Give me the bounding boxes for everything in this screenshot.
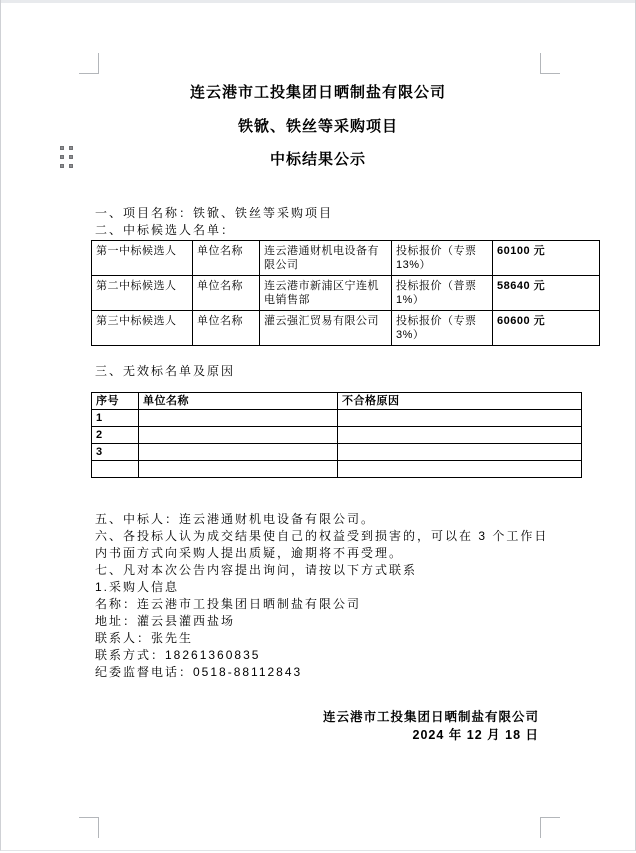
- inquiry-line: 七、凡对本次公告内容提出询问，请按以下方式联系: [95, 563, 418, 577]
- empty-cell: [338, 444, 582, 461]
- invalid-bids-table: [91, 392, 582, 478]
- row-index: 1: [92, 410, 139, 427]
- quote-price: 58640 元: [493, 276, 600, 311]
- row-index: 2: [92, 427, 139, 444]
- section-project-name: 一、项目名称：铁锨、铁丝等采购项目: [95, 206, 334, 220]
- candidate-company: 连云港市新浦区宁连机电销售部: [260, 276, 392, 311]
- buyer-name-line: 名称：连云港市工投集团日晒制盐有限公司: [95, 597, 362, 611]
- candidates-table: [91, 240, 600, 346]
- objection-line: 六、各投标人认为成交结果使自己的权益受到损害的，可以在 3 个工作日内书面方式向采购人提出质疑，逾期将不再受理。: [95, 529, 549, 560]
- page-top-edge: [1, 0, 635, 3]
- margin-mark-top-right: [540, 53, 560, 74]
- quote-price: 60600 元: [493, 311, 600, 346]
- section-invalid-heading: 三、无效标名单及原因: [95, 364, 236, 378]
- unit-name-label: 单位名称: [193, 311, 260, 346]
- margin-mark-top-left: [79, 53, 99, 74]
- empty-cell: [338, 461, 582, 478]
- buyer-info-heading: 1.采购人信息: [95, 580, 180, 594]
- signature-date: 2024 年 12 月 18 日: [412, 728, 539, 742]
- quote-label: 投标报价（专票 3%）: [392, 311, 493, 346]
- quote-label: 投标报价（专票 13%）: [392, 241, 493, 276]
- buyer-address-line: 地址：灌云县灌西盐场: [95, 614, 236, 628]
- document-title-announcement: 中标结果公示: [269, 151, 366, 168]
- candidate-rank: 第三中标候选人: [92, 311, 193, 346]
- empty-cell: [139, 427, 338, 444]
- empty-cell: [139, 410, 338, 427]
- empty-cell: [92, 461, 139, 478]
- winner-line: 五、中标人：连云港通财机电设备有限公司。: [95, 512, 376, 526]
- signature-block: [323, 708, 539, 744]
- document-title-company: 连云港市工投集团日晒制盐有限公司: [189, 84, 446, 101]
- closing-paragraphs: [95, 511, 551, 681]
- margin-mark-bottom-right: [540, 817, 560, 838]
- quote-price: 60100 元: [493, 241, 600, 276]
- empty-cell: [139, 461, 338, 478]
- candidate-company: 灌云强汇贸易有限公司: [260, 311, 392, 346]
- supervision-phone-line: 纪委监督电话：0518-88112843: [95, 665, 303, 679]
- table-row: [92, 311, 600, 346]
- row-index: 3: [92, 444, 139, 461]
- table-header-row: [92, 393, 582, 410]
- unit-name-label: 单位名称: [193, 276, 260, 311]
- empty-cell: [338, 410, 582, 427]
- table-row: [92, 461, 582, 478]
- table-row: [92, 427, 582, 444]
- contact-phone-line: 联系方式：18261360835: [95, 648, 261, 662]
- section-candidate-list-heading: 二、中标候选人名单：: [95, 223, 236, 237]
- empty-cell: [338, 427, 582, 444]
- unit-name-label: 单位名称: [193, 241, 260, 276]
- table-row: [92, 276, 600, 311]
- table-row: [92, 444, 582, 461]
- col-header-unit-name: 单位名称: [139, 393, 338, 410]
- col-header-reason: 不合格原因: [338, 393, 582, 410]
- col-header-index: 序号: [92, 393, 139, 410]
- table-row: [92, 241, 600, 276]
- signature-company: 连云港市工投集团日晒制盐有限公司: [322, 710, 539, 724]
- document-title-project: 铁锨、铁丝等采购项目: [237, 118, 398, 135]
- quote-label: 投标报价（普票 1%）: [392, 276, 493, 311]
- candidate-rank: 第一中标候选人: [92, 241, 193, 276]
- empty-cell: [139, 444, 338, 461]
- contact-person-line: 联系人：张先生: [95, 631, 194, 645]
- table-row: [92, 410, 582, 427]
- candidate-company: 连云港通财机电设备有限公司: [260, 241, 392, 276]
- candidate-rank: 第二中标候选人: [92, 276, 193, 311]
- margin-mark-bottom-left: [79, 817, 99, 838]
